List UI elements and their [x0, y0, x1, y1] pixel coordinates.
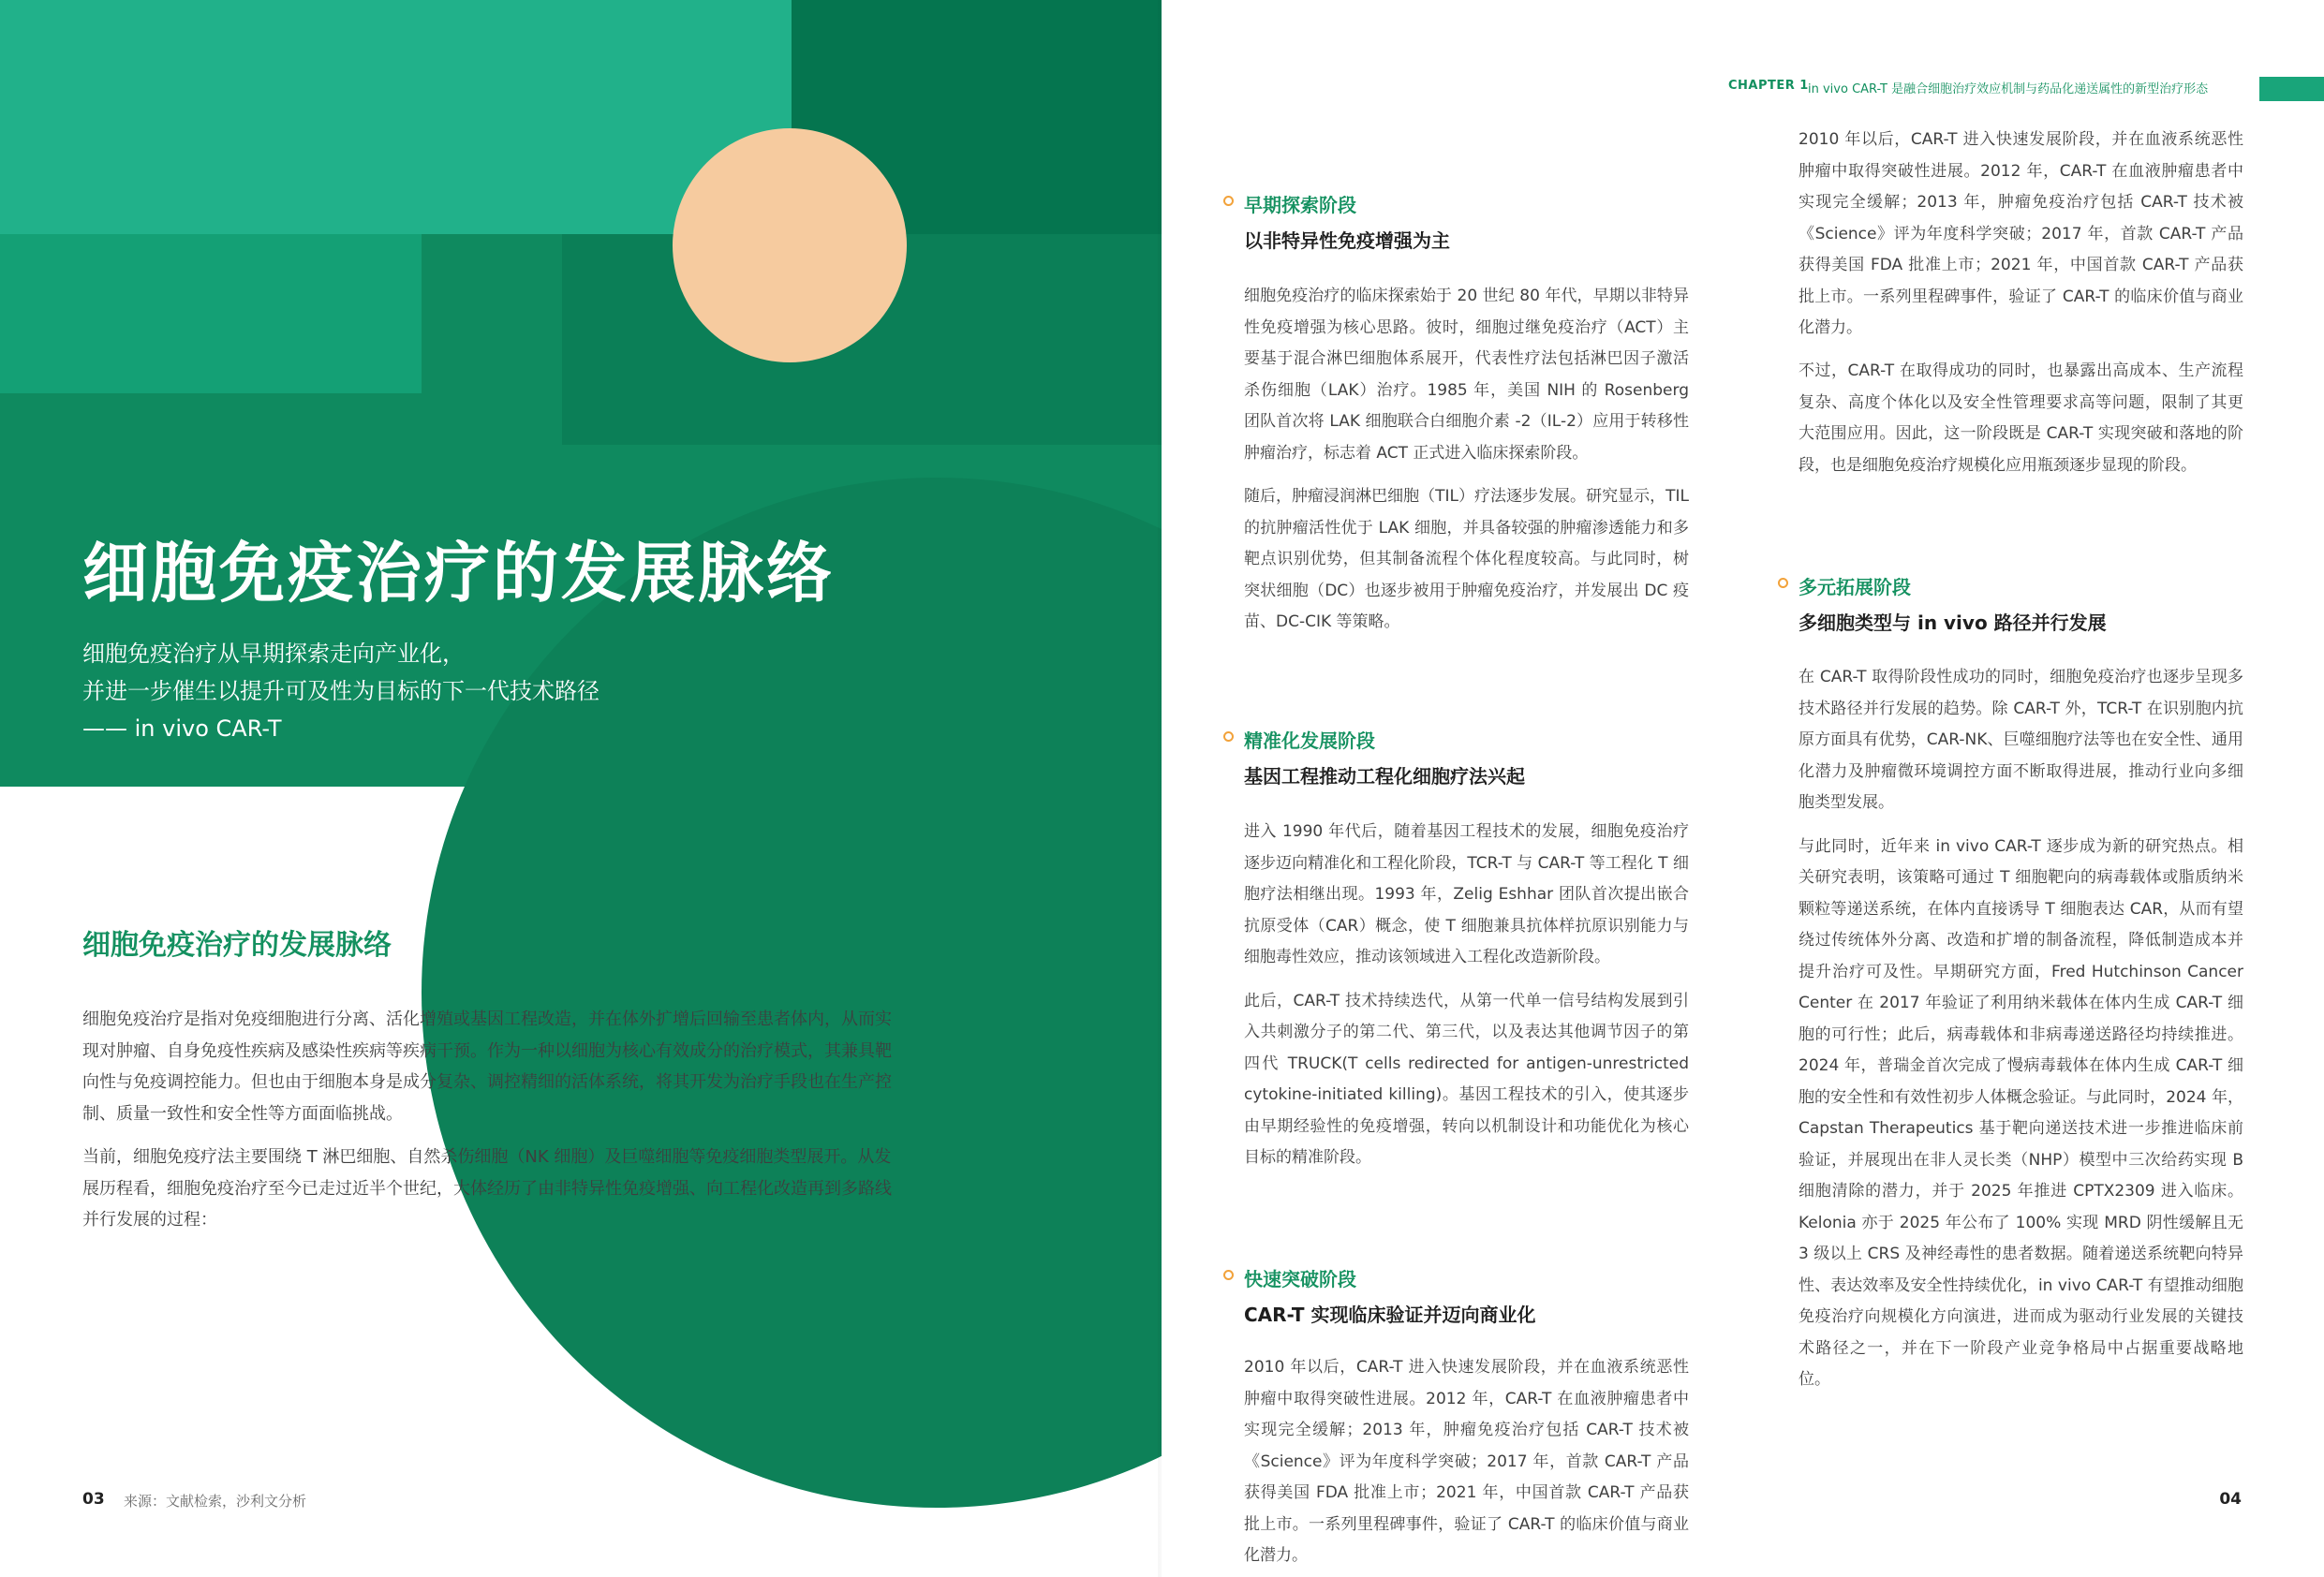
stage-bullet-icon: [1223, 731, 1234, 742]
section-title: 细胞免疫治疗的发展脉络: [82, 929, 392, 962]
stage-subtitle: 多细胞类型与 in vivo 路径并行发展: [1799, 612, 2107, 634]
source-note: 来源：文献检索，沙利文分析: [124, 1493, 307, 1510]
stage-bullet-icon: [1223, 196, 1234, 206]
stage-name: 多元拓展阶段: [1799, 576, 1911, 598]
stage-paragraph: 不过，CAR-T 在取得成功的同时，也暴露出高成本、生产流程复杂、高度个体化以及安全性管理要求高等问题，限制了其更大范围应用。因此，这一阶段既是 CAR-T 实现突破和落地的阶段，也是细胞免疫治疗规模化应用瓶颈逐步显现的阶段。: [1799, 361, 2243, 475]
stage-subtitle: CAR-T 实现临床验证并迈向商业化: [1244, 1304, 1536, 1326]
stage-bullet-icon: [1778, 578, 1788, 588]
stage-paragraph: 在 CAR-T 取得阶段性成功的同时，细胞免疫治疗也逐步呈现多技术路径并行发展的趋势。除 CAR-T 外，TCR-T 在识别胞内抗原方面具有优势，CAR-NK、巨噬细胞疗法等也在安全性、通用化潜力及肿瘤微环境调控方面不断取得进展，推动行业向多细胞类型发展。: [1799, 668, 2243, 812]
page-number-left: 03: [82, 1490, 105, 1509]
chapter-heading-text: in vivo CAR-T 是融合细胞治疗效应机制与药品化递送属性的新型治疗形态: [1808, 82, 2209, 96]
hero-subtitle-line-1: 细胞免疫治疗从早期探索走向产业化，: [82, 641, 465, 667]
stage-heading-4: [1799, 572, 2107, 635]
stage-name: 早期探索阶段: [1244, 194, 1356, 216]
intro-paragraph-1: 细胞免疫治疗是指对免疫细胞进行分离、活化增殖或基因工程改造，并在体外扩增后回输至患者体内，从而实现对肿瘤、自身免疫性疾病及感染性疾病等疾病干预。作为一种以细胞为核心有效成分的治疗模式，其兼具靶向性与免疫调控能力。但也由于细胞本身是成分复杂、调控精细的活体系统，将其开发为治疗手段也在生产控制、质量一致性和安全性等方面面临挑战。: [82, 1010, 892, 1124]
stage-heading-1: [1244, 190, 1450, 253]
stage-paragraph: 与此同时，近年来 in vivo CAR-T 逐步成为新的研究热点。相关研究表明，该策略可通过 T 细胞靶向的病毒载体或脂质纳米颗粒等递送系统，在体内直接诱导 T 细胞表达 CAR，从而有望绕过传统体外分离、改造和扩增的制备流程，降低制造成本并提升治疗可及性。早期研究方面，Fred Hutchinson Cancer Center 在 2017 年验证了利用纳米载体在体内生成 CAR-T 细胞的可行性；此后，病毒载体和非病毒递送路径均持续推进。2024 年，普瑞金首次完成了慢病毒载体在体内生成 CAR-T 细胞的安全性和有效性初步人体概念验证。与此同时，2024 年，Capstan Therapeutics 基于靶向递送技术进一步推进临床前验证，并展现出在非人灵长类（NHP）模型中三次给药实现 B 细胞清除的潜力，并于 2025 年推进 CPTX2309 进入临床。Kelonia 亦于 2025 年公布了 100% 实现 MRD 阴性缓解且无 3 级以上 CRS 及神经毒性的患者数据。随着递送系统靶向特异性、表达效率及安全性持续优化，in vivo CAR-T 有望推动细胞免疫治疗向规模化方向演进，进而成为驱动行业发展的关键技术路径之一，并在下一阶段产业竞争格局中占据重要战略地位。: [1799, 836, 2243, 1389]
stage-3-text: [1799, 356, 2243, 494]
chapter-accent-bar: [2259, 77, 2324, 101]
stage-2-text: [1244, 817, 1689, 1186]
right-page: [1162, 0, 2324, 1577]
stage-paragraph: 进入 1990 年代后，随着基因工程技术的发展，细胞免疫治疗逐步迈向精准化和工程化阶段，TCR-T 与 CAR-T 等工程化 T 细胞疗法相继出现。1993 年，Zelig Eshhar 团队首次提出嵌合抗原受体（CAR）概念，使 T 细胞兼具抗体样抗原识别能力与细胞毒性效应，推动该领域进入工程化改造新阶段。: [1244, 822, 1689, 966]
stage-subtitle: 以非特异性免疫增强为主: [1244, 229, 1450, 252]
stage-paragraph: 2010 年以后，CAR-T 进入快速发展阶段，并在血液系统恶性肿瘤中取得突破性进展。2012 年，CAR-T 在血液肿瘤患者中实现完全缓解；2013 年，肿瘤免疫治疗包括 CAR-T 技术被《Science》评为年度科学突破；2017 年，首款 CAR-T 产品获得美国 FDA 批准上市；2021 年，中国首款 CAR-T 产品获批上市。一系列里程碑事件，验证了 CAR-T 的临床价值与商业化潜力。: [1244, 1358, 1689, 1565]
page-number-right: 04: [2219, 1490, 2242, 1509]
stage-paragraph: 此后，CAR-T 技术持续迭代，从第一代单一信号结构发展到引入共刺激分子的第二代、第三代，以及表达其他调节因子的第四代 TRUCK(T cells redirected for antigen-unrestricted cytokine-initiated killing)。基因工程技术的引入，使其逐步由早期经验性的免疫增强，转向以机制设计和功能优化为核心目标的精准阶段。: [1244, 991, 1689, 1167]
hero-title: 细胞免疫治疗的发展脉络: [82, 535, 835, 612]
intro-text: [82, 1004, 907, 1248]
intro-paragraph-2: 当前，细胞免疫疗法主要围绕 T 淋巴细胞、自然杀伤细胞（NK 细胞）及巨噬细胞等免疫细胞类型展开。从发展历程看，细胞免疫治疗至今已走过近半个世纪，大体经历了由非特异性免疫增强、向工程化改造再到多路线并行发展的过程：: [82, 1147, 892, 1230]
stage-heading-2: [1244, 726, 1525, 788]
stage-subtitle: 基因工程推动工程化细胞疗法兴起: [1244, 765, 1525, 788]
chapter-label: CHAPTER 1: [1728, 79, 1809, 93]
hero-shape-light: [0, 0, 792, 234]
stage-bullet-icon: [1223, 1270, 1234, 1280]
hero-subtitle-line-3: —— in vivo CAR-T: [82, 715, 282, 742]
stage-3-text-part-1: [1244, 1352, 1689, 1565]
stage-heading-3: [1244, 1264, 1536, 1327]
stage-paragraph-continued: 2010 年以后，CAR-T 进入快速发展阶段，并在血液系统恶性肿瘤中取得突破性进展。2012 年，CAR-T 在血液肿瘤患者中实现完全缓解；2013 年，肿瘤免疫治疗包括 CAR-T 技术被《Science》评为年度科学突破；2017 年，首款 CAR-T 产品获得美国 FDA 批准上市；2021 年，中国首款 CAR-T 产品获批上市。一系列里程碑事件，验证了 CAR-T 的临床价值与商业化潜力。: [1799, 130, 2243, 337]
stage-name: 精准化发展阶段: [1244, 730, 1375, 752]
hero-sun-circle: [673, 128, 907, 362]
hero-banner: [0, 0, 1162, 787]
stage-paragraph: 随后，肿瘤浸润淋巴细胞（TIL）疗法逐步发展。研究显示，TIL 的抗肿瘤活性优于 LAK 细胞，并具备较强的肿瘤渗透能力和多靶点识别优势，但其制备流程个体化程度较高。与此同时，树突状细胞（DC）也逐步被用于肿瘤免疫治疗，并发展出 DC 疫苗、DC-CIK 等策略。: [1244, 487, 1689, 631]
stage-3-text-part-2: [1799, 130, 2243, 337]
stage-paragraph: 细胞免疫治疗的临床探索始于 20 世纪 80 年代，早期以非特异性免疫增强为核心思路。彼时，细胞过继免疫治疗（ACT）主要基于混合淋巴细胞体系展开，代表性疗法包括淋巴因子激活杀伤细胞（LAK）治疗。1985 年，美国 NIH 的 Rosenberg 团队首次将 LAK 细胞联合白细胞介素 -2（IL-2）应用于转移性肿瘤治疗，标志着 ACT 正式进入临床探索阶段。: [1244, 287, 1689, 463]
stage-4-text: [1799, 662, 2243, 1408]
stage-1-text: [1244, 281, 1689, 651]
hero-subtitle-line-2: 并进一步催生以提升可及性为目标的下一代技术路径: [82, 678, 600, 704]
stage-name: 快速突破阶段: [1244, 1268, 1356, 1290]
